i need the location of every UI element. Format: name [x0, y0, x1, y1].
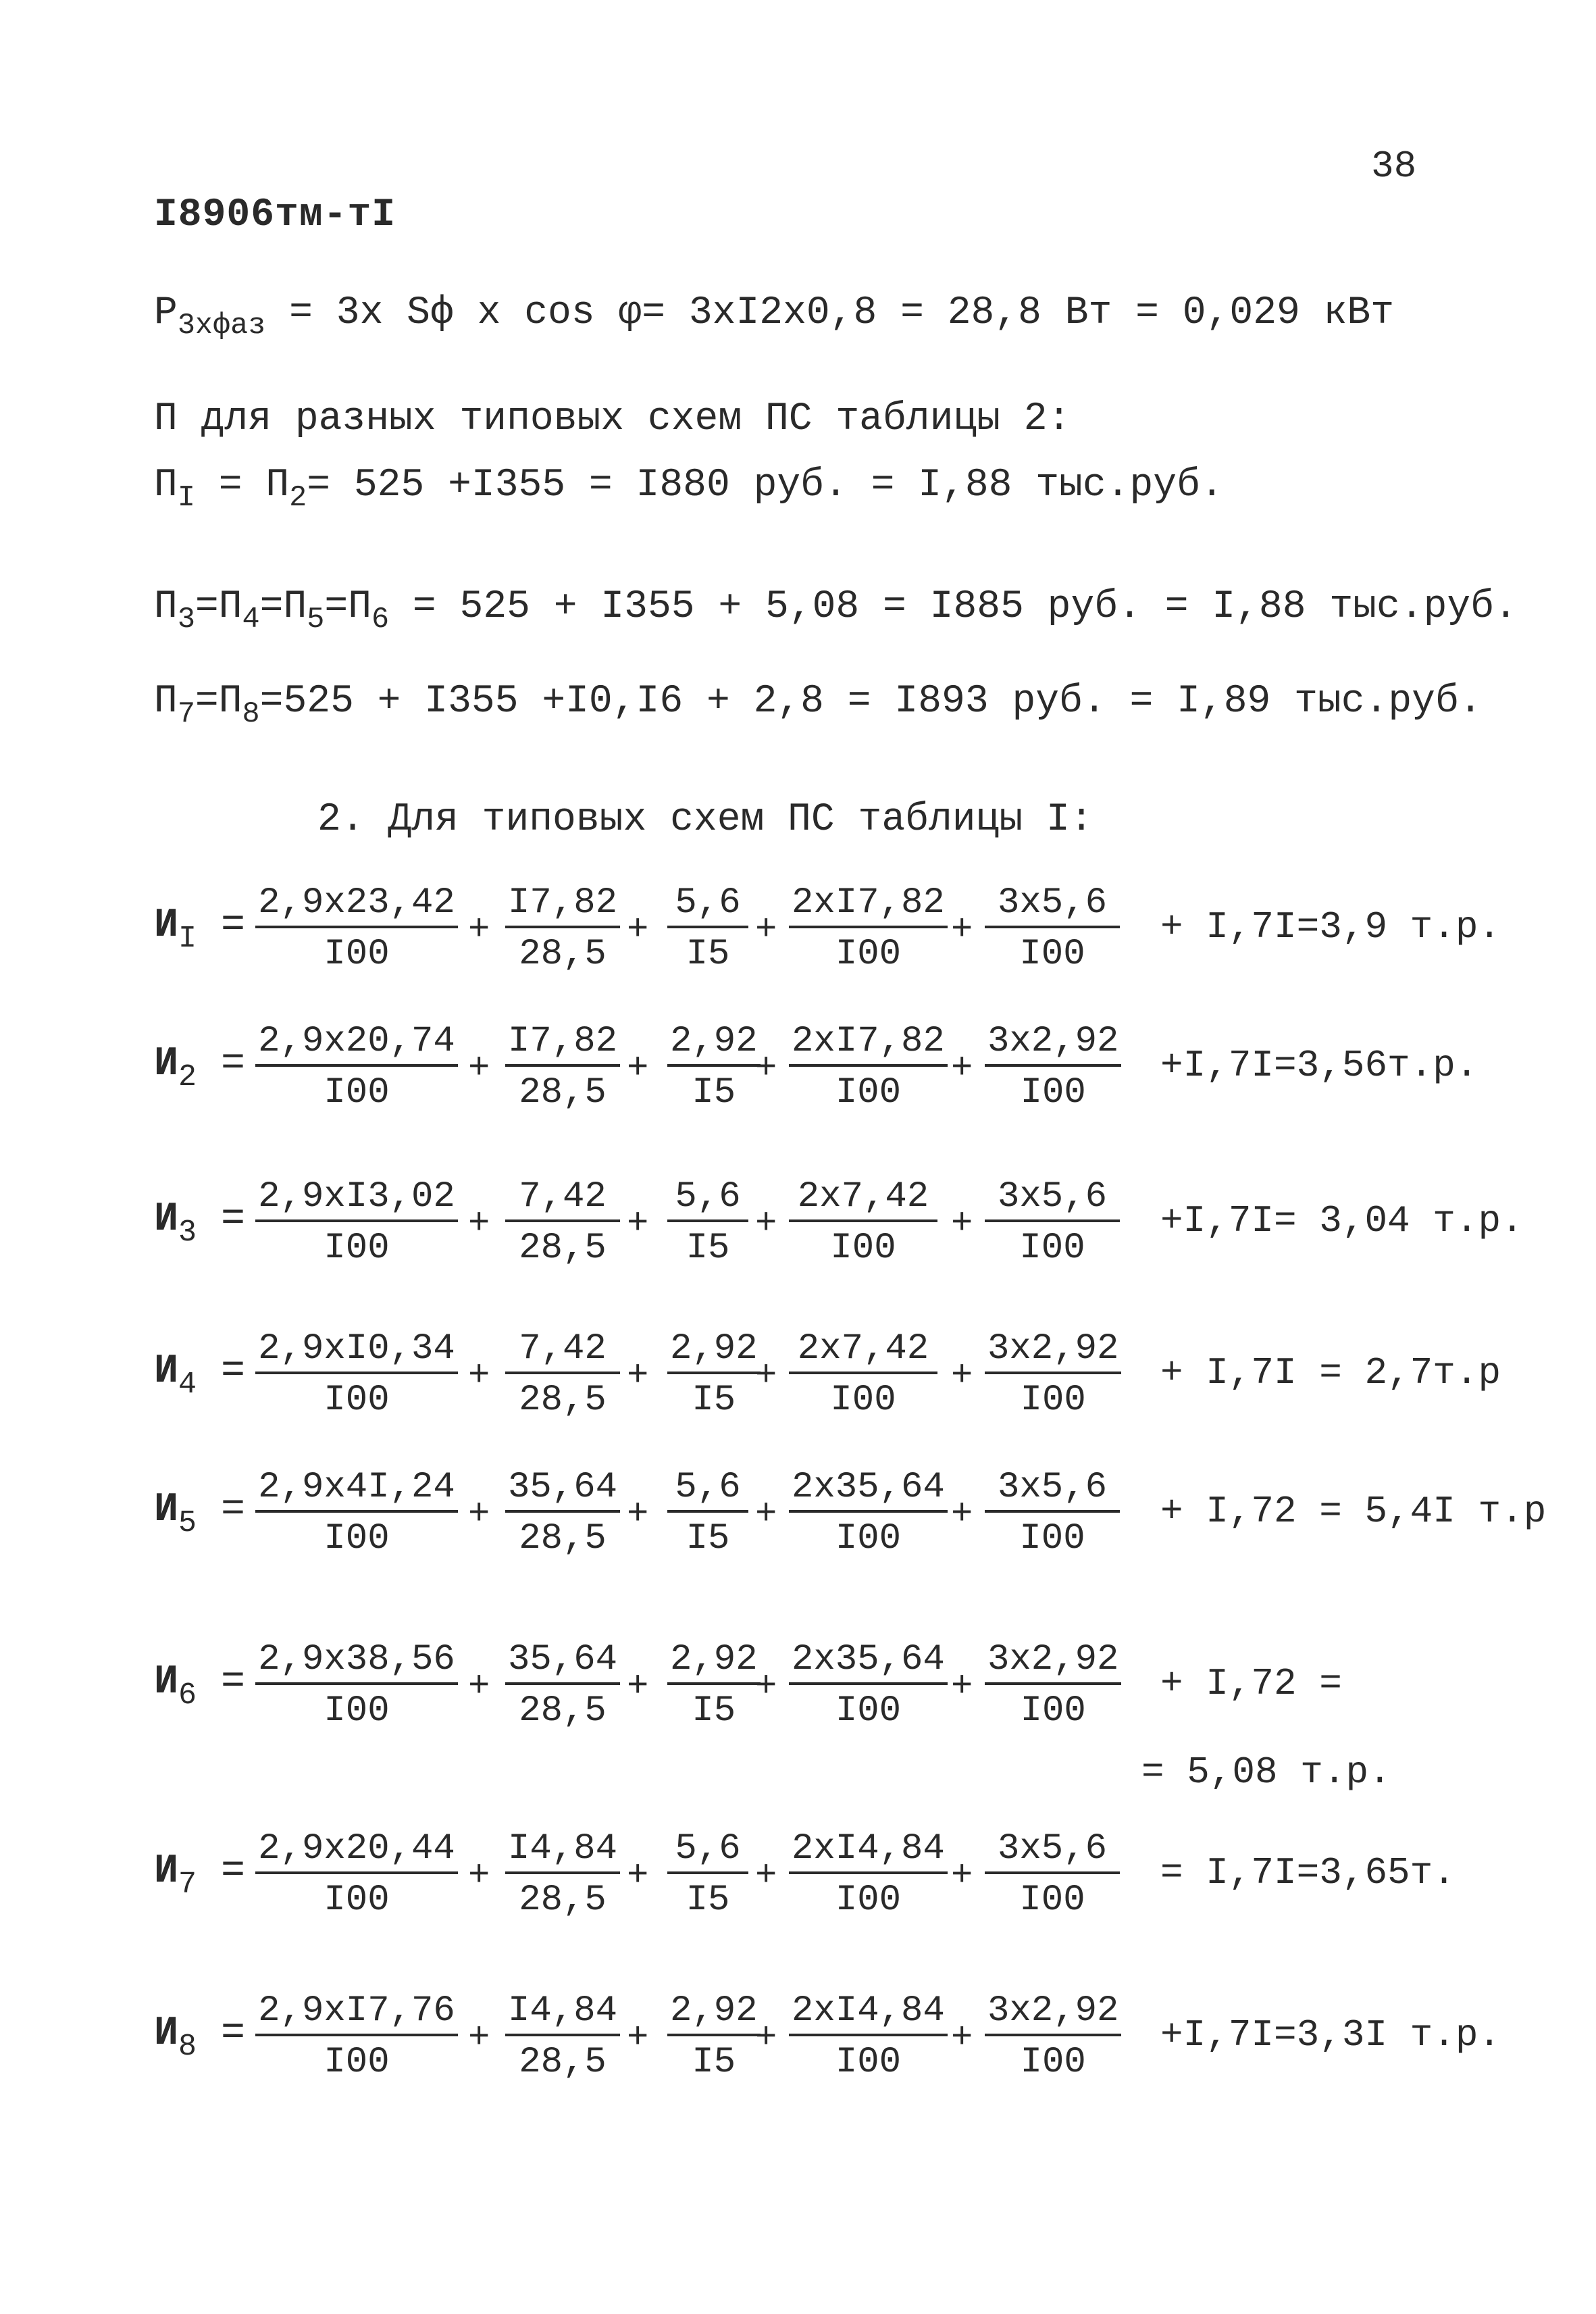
intro-line: П для разных типовых схем ПС таблицы 2: [154, 397, 1071, 441]
numerator: 2,9xI3,02 [255, 1179, 458, 1222]
numerator: 3x5,6 [985, 1831, 1120, 1874]
fraction-term [667, 1021, 761, 1113]
formula-result: +I,7I=3,56т.р. [1160, 1044, 1478, 1087]
formula-lhs: $И_7$ = [154, 1848, 246, 1902]
denominator: I5 [686, 1518, 730, 1559]
denominator: I00 [324, 1880, 390, 1921]
fraction-term [789, 1828, 948, 1921]
denominator: I00 [835, 2042, 902, 2083]
power-symbol: P [154, 291, 178, 335]
numerator: 2,9x4I,24 [255, 1469, 458, 1513]
numerator: 2,92 [667, 1331, 761, 1374]
plus-operator: + [951, 909, 973, 951]
fraction-term [667, 1639, 761, 1732]
p-line-2: $П_3=П_4=П_5=П_6 = 525 + I355 + 5,08 = I885$ руб. = I,88 тыс.руб. [154, 585, 1518, 637]
formula-6-continuation: = 5,08 т.р. [1141, 1751, 1391, 1794]
numerator: 2xI4,84 [789, 1831, 948, 1874]
numerator: 2,9x20,74 [255, 1024, 458, 1067]
denominator: 28,5 [519, 1380, 607, 1421]
plus-operator: + [951, 1048, 973, 1089]
fraction-term [985, 1328, 1121, 1421]
fraction-term [789, 1328, 937, 1421]
formula-lhs: $И_I$ = [154, 903, 246, 956]
denominator: I00 [324, 1072, 390, 1113]
power-formula-line [154, 291, 1395, 343]
plus-operator: + [468, 1855, 490, 1896]
fraction-term [985, 882, 1120, 975]
numerator: 2,92 [667, 1993, 761, 2036]
fraction-term [667, 1990, 761, 2083]
formula-result: + I,7I=3,9 т.р. [1160, 905, 1501, 949]
denominator: I5 [686, 934, 730, 975]
numerator: 7,42 [505, 1179, 620, 1222]
numerator: 2,9xI0,34 [255, 1331, 458, 1374]
plus-operator: + [468, 1203, 490, 1244]
fraction-term [505, 1328, 620, 1421]
plus-operator: + [627, 1855, 649, 1896]
denominator: I00 [835, 1880, 902, 1921]
fraction-term [985, 1828, 1120, 1921]
fraction-term [255, 1828, 458, 1921]
numerator: 2x7,42 [789, 1179, 937, 1222]
plus-operator: + [468, 1355, 490, 1397]
numerator: 2,9xI7,76 [255, 1993, 458, 2036]
fraction-term [789, 1469, 948, 1557]
numerator: I4,84 [505, 1831, 620, 1874]
denominator: I00 [324, 1228, 390, 1269]
formula-lhs: $И_8$ = [154, 2011, 246, 2064]
formula-result: +I,7I=3,3I т.р. [1160, 2013, 1501, 2057]
denominator: I5 [692, 1380, 736, 1421]
plus-operator: + [468, 1048, 490, 1089]
denominator: I00 [835, 1072, 902, 1113]
denominator: 28,5 [519, 1518, 607, 1559]
plus-operator: + [627, 1494, 649, 1535]
numerator: 35,64 [505, 1469, 620, 1513]
denominator: I00 [324, 934, 390, 975]
p-line-1: $П_I = П_2= 525 +I355 = I880$ руб. = I,88 тыс.руб. [154, 463, 1224, 515]
fraction-term [255, 1176, 458, 1269]
fraction-term [667, 882, 748, 975]
formula-lhs: $И_2$ = [154, 1041, 246, 1095]
power-expression: = 3x Sф x cos φ= 3xI2x0,8 = 28,8 Вт = 0,029 кВт [289, 291, 1395, 335]
fraction-term [667, 1176, 748, 1269]
plus-operator: + [627, 1666, 649, 1707]
numerator: I4,84 [505, 1993, 620, 2036]
plus-operator: + [755, 909, 777, 951]
plus-operator: + [627, 909, 649, 951]
plus-operator: + [755, 1494, 777, 1535]
numerator: 3x2,92 [985, 1642, 1121, 1685]
denominator: I5 [692, 1690, 736, 1732]
fraction-term [667, 1469, 748, 1557]
numerator: 3x2,92 [985, 1331, 1121, 1374]
numerator: I7,82 [505, 885, 620, 928]
plus-operator: + [468, 909, 490, 951]
numerator: 3x2,92 [985, 1024, 1121, 1067]
section-heading: 2. Для типовых схем ПС таблицы I: [317, 798, 1093, 842]
denominator: I00 [1019, 1518, 1085, 1559]
fraction-term [505, 1828, 620, 1921]
denominator: I00 [324, 1380, 390, 1421]
numerator: 3x5,6 [985, 885, 1120, 928]
fraction-term [255, 1639, 458, 1732]
plus-operator: + [951, 1203, 973, 1244]
numerator: 2x7,42 [789, 1331, 937, 1374]
numerator: 35,64 [505, 1642, 620, 1685]
numerator: 2,92 [667, 1024, 761, 1067]
fraction-term [985, 1990, 1121, 2083]
numerator: 2xI7,82 [789, 885, 948, 928]
plus-operator: + [755, 1355, 777, 1397]
formula-result: + I,72 = [1160, 1662, 1342, 1705]
denominator: I00 [830, 1228, 896, 1269]
fraction-term [789, 1639, 948, 1732]
numerator: 2,92 [667, 1642, 761, 1685]
denominator: I5 [686, 1228, 730, 1269]
fraction-term [667, 1828, 748, 1921]
fraction-term [667, 1328, 761, 1421]
fraction-term [255, 1328, 458, 1421]
formula-lhs: $И_4$ = [154, 1349, 246, 1402]
denominator: I00 [324, 1518, 390, 1559]
denominator: 28,5 [519, 1228, 607, 1269]
denominator: I00 [1019, 1880, 1085, 1921]
numerator: 3x5,6 [985, 1469, 1120, 1513]
denominator: 28,5 [519, 1690, 607, 1732]
plus-operator: + [627, 2017, 649, 2059]
denominator: I00 [324, 1690, 390, 1732]
plus-operator: + [951, 2017, 973, 2059]
denominator: I00 [1020, 2042, 1086, 2083]
plus-operator: + [468, 1666, 490, 1707]
page-number: 38 [1371, 145, 1417, 188]
fraction-term [255, 1021, 458, 1113]
fraction-term [985, 1176, 1120, 1269]
denominator: I00 [835, 934, 902, 975]
denominator: I00 [835, 1690, 902, 1732]
numerator: 2,9x38,56 [255, 1642, 458, 1685]
fraction-term [789, 1021, 948, 1113]
denominator: I5 [692, 1072, 736, 1113]
denominator: 28,5 [519, 934, 607, 975]
numerator: 2,9x23,42 [255, 885, 458, 928]
denominator: I00 [1019, 934, 1085, 975]
fraction-term [505, 1021, 620, 1113]
document-code: I8906тм-тI [154, 193, 396, 237]
numerator: I7,82 [505, 1024, 620, 1067]
denominator: I00 [830, 1380, 896, 1421]
plus-operator: + [627, 1203, 649, 1244]
formula-result: +I,7I= 3,04 т.р. [1160, 1199, 1524, 1242]
fraction-term [505, 882, 620, 975]
plus-operator: + [627, 1048, 649, 1089]
fraction-term [505, 1469, 620, 1557]
formula-result: + I,7I = 2,7т.р [1160, 1351, 1501, 1394]
fraction-term [505, 1990, 620, 2083]
denominator: I5 [692, 2042, 736, 2083]
fraction-term [789, 1990, 948, 2083]
numerator: 2x35,64 [789, 1469, 948, 1513]
fraction-term [985, 1469, 1120, 1557]
plus-operator: + [951, 1666, 973, 1707]
numerator: 5,6 [667, 1469, 748, 1513]
denominator: I00 [1020, 1072, 1086, 1113]
formula-lhs: $И_3$ = [154, 1197, 246, 1250]
plus-operator: + [755, 1666, 777, 1707]
denominator: I00 [835, 1518, 902, 1559]
plus-operator: + [755, 1203, 777, 1244]
fraction-term [985, 1639, 1121, 1732]
numerator: 3x5,6 [985, 1179, 1120, 1222]
fraction-term [255, 1469, 458, 1557]
plus-operator: + [627, 1355, 649, 1397]
fraction-term [255, 1990, 458, 2083]
power-subscript: 3xфаз [177, 309, 266, 343]
denominator: I00 [1019, 1228, 1085, 1269]
plus-operator: + [951, 1355, 973, 1397]
p-line-3: $П_7=П_8=525 + I355 +I0,I6 + 2,8 = I893$ руб. = I,89 тыс.руб. [154, 680, 1483, 732]
numerator: 2,9x20,44 [255, 1831, 458, 1874]
denominator: I00 [1020, 1690, 1086, 1732]
numerator: 5,6 [667, 1179, 748, 1222]
fraction-term [505, 1176, 620, 1269]
denominator: I00 [1020, 1380, 1086, 1421]
formula-result: + I,72 = 5,4I т.р [1160, 1490, 1547, 1533]
plus-operator: + [755, 1855, 777, 1896]
denominator: 28,5 [519, 2042, 607, 2083]
denominator: I00 [324, 2042, 390, 2083]
denominator: 28,5 [519, 1072, 607, 1113]
plus-operator: + [951, 1855, 973, 1896]
plus-operator: + [468, 2017, 490, 2059]
numerator: 2xI4,84 [789, 1993, 948, 2036]
formula-result: = I,7I=3,65т. [1160, 1851, 1456, 1894]
fraction-term [255, 882, 458, 975]
plus-operator: + [468, 1494, 490, 1535]
numerator: 3x2,92 [985, 1993, 1121, 2036]
fraction-term [789, 882, 948, 975]
numerator: 5,6 [667, 1831, 748, 1874]
plus-operator: + [755, 2017, 777, 2059]
numerator: 5,6 [667, 885, 748, 928]
numerator: 7,42 [505, 1331, 620, 1374]
denominator: 28,5 [519, 1880, 607, 1921]
formula-lhs: $И_6$ = [154, 1659, 246, 1713]
numerator: 2xI7,82 [789, 1024, 948, 1067]
numerator: 2x35,64 [789, 1642, 948, 1685]
plus-operator: + [951, 1494, 973, 1535]
fraction-term [985, 1021, 1121, 1113]
fraction-term [505, 1639, 620, 1732]
formula-lhs: $И_5$ = [154, 1487, 246, 1540]
plus-operator: + [755, 1048, 777, 1089]
fraction-term [789, 1176, 937, 1269]
denominator: I5 [686, 1880, 730, 1921]
